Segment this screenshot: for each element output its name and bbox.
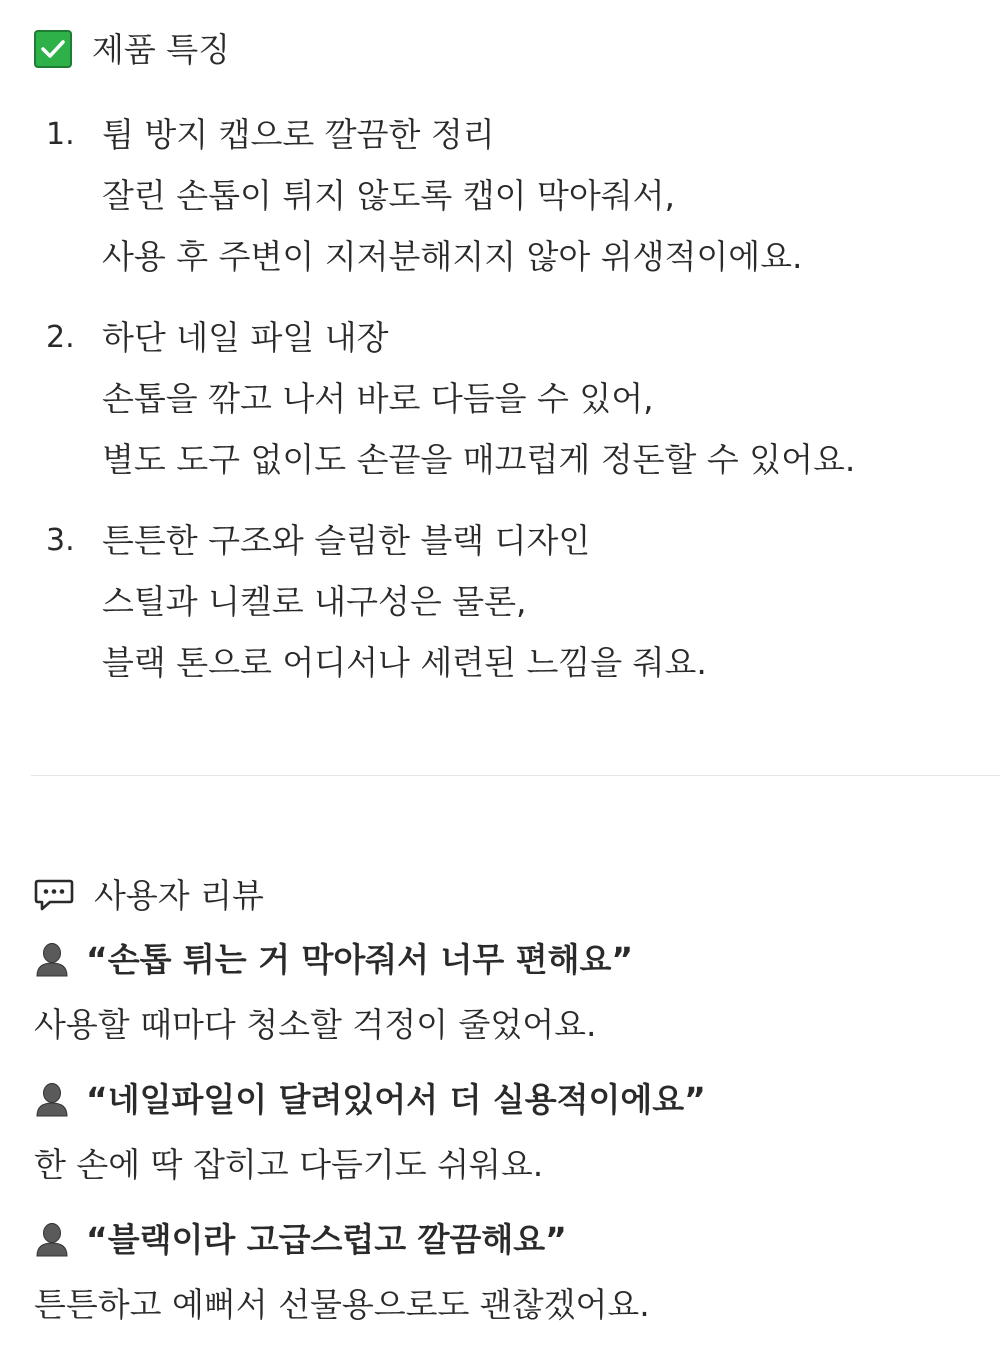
feature-list xyxy=(46,104,986,713)
feature-description-line: 스틸과 니켈로 내구성은 물론, xyxy=(102,582,527,621)
review-body: 한 손에 딱 잡히고 다듬기도 쉬워요. xyxy=(34,1145,544,1184)
feature-description-line: 사용 후 주변이 지저분해지지 않아 위생적이에요. xyxy=(102,237,803,276)
review-quote-row xyxy=(34,1078,984,1120)
review-quote: “블랙이라 고급스럽고 깔끔해요” xyxy=(86,1219,567,1259)
reviews-heading xyxy=(34,875,264,915)
person-silhouette-icon xyxy=(34,1221,70,1257)
review-body: 사용할 때마다 청소할 걱정이 줄었어요. xyxy=(34,1005,597,1044)
feature-title: 튐 방지 캡으로 깔끔한 정리 xyxy=(102,115,495,154)
feature-description-line: 별도 도구 없이도 손끝을 매끄럽게 정돈할 수 있어요. xyxy=(102,440,856,479)
review-quote-row xyxy=(34,938,984,980)
features-heading-label: 제품 특징 xyxy=(92,29,231,69)
feature-title: 하단 네일 파일 내장 xyxy=(102,318,389,357)
review-quote-row xyxy=(34,1218,984,1260)
person-silhouette-icon xyxy=(34,941,70,977)
review-quote: “네일파일이 달려있어서 더 실용적이에요” xyxy=(86,1079,706,1119)
review-quote: “손톱 튀는 거 막아줘서 너무 편해요” xyxy=(86,939,634,979)
review-item xyxy=(34,1218,984,1324)
feature-description-line: 손톱을 깎고 나서 바로 다듬을 수 있어, xyxy=(102,379,654,418)
feature-description-line: 잘린 손톱이 튀지 않도록 캡이 막아줘서, xyxy=(102,176,675,215)
review-item xyxy=(34,938,984,1044)
check-mark-icon xyxy=(34,30,72,68)
feature-number: 1. xyxy=(46,117,75,152)
feature-number: 3. xyxy=(46,523,75,558)
feature-item xyxy=(46,307,986,490)
feature-item xyxy=(46,510,986,693)
feature-title: 튼튼한 구조와 슬림한 블랙 디자인 xyxy=(102,521,591,560)
review-item xyxy=(34,1078,984,1184)
reviews-heading-label: 사용자 리뷰 xyxy=(94,875,264,915)
review-body: 튼튼하고 예뻐서 선물용으로도 괜찮겠어요. xyxy=(34,1285,650,1324)
section-divider xyxy=(31,775,1000,776)
feature-description-line: 블랙 톤으로 어디서나 세련된 느낌을 줘요. xyxy=(102,643,707,682)
features-heading xyxy=(34,30,230,68)
speech-balloon-icon xyxy=(34,878,74,912)
feature-number: 2. xyxy=(46,320,75,355)
person-silhouette-icon xyxy=(34,1081,70,1117)
feature-item xyxy=(46,104,986,287)
